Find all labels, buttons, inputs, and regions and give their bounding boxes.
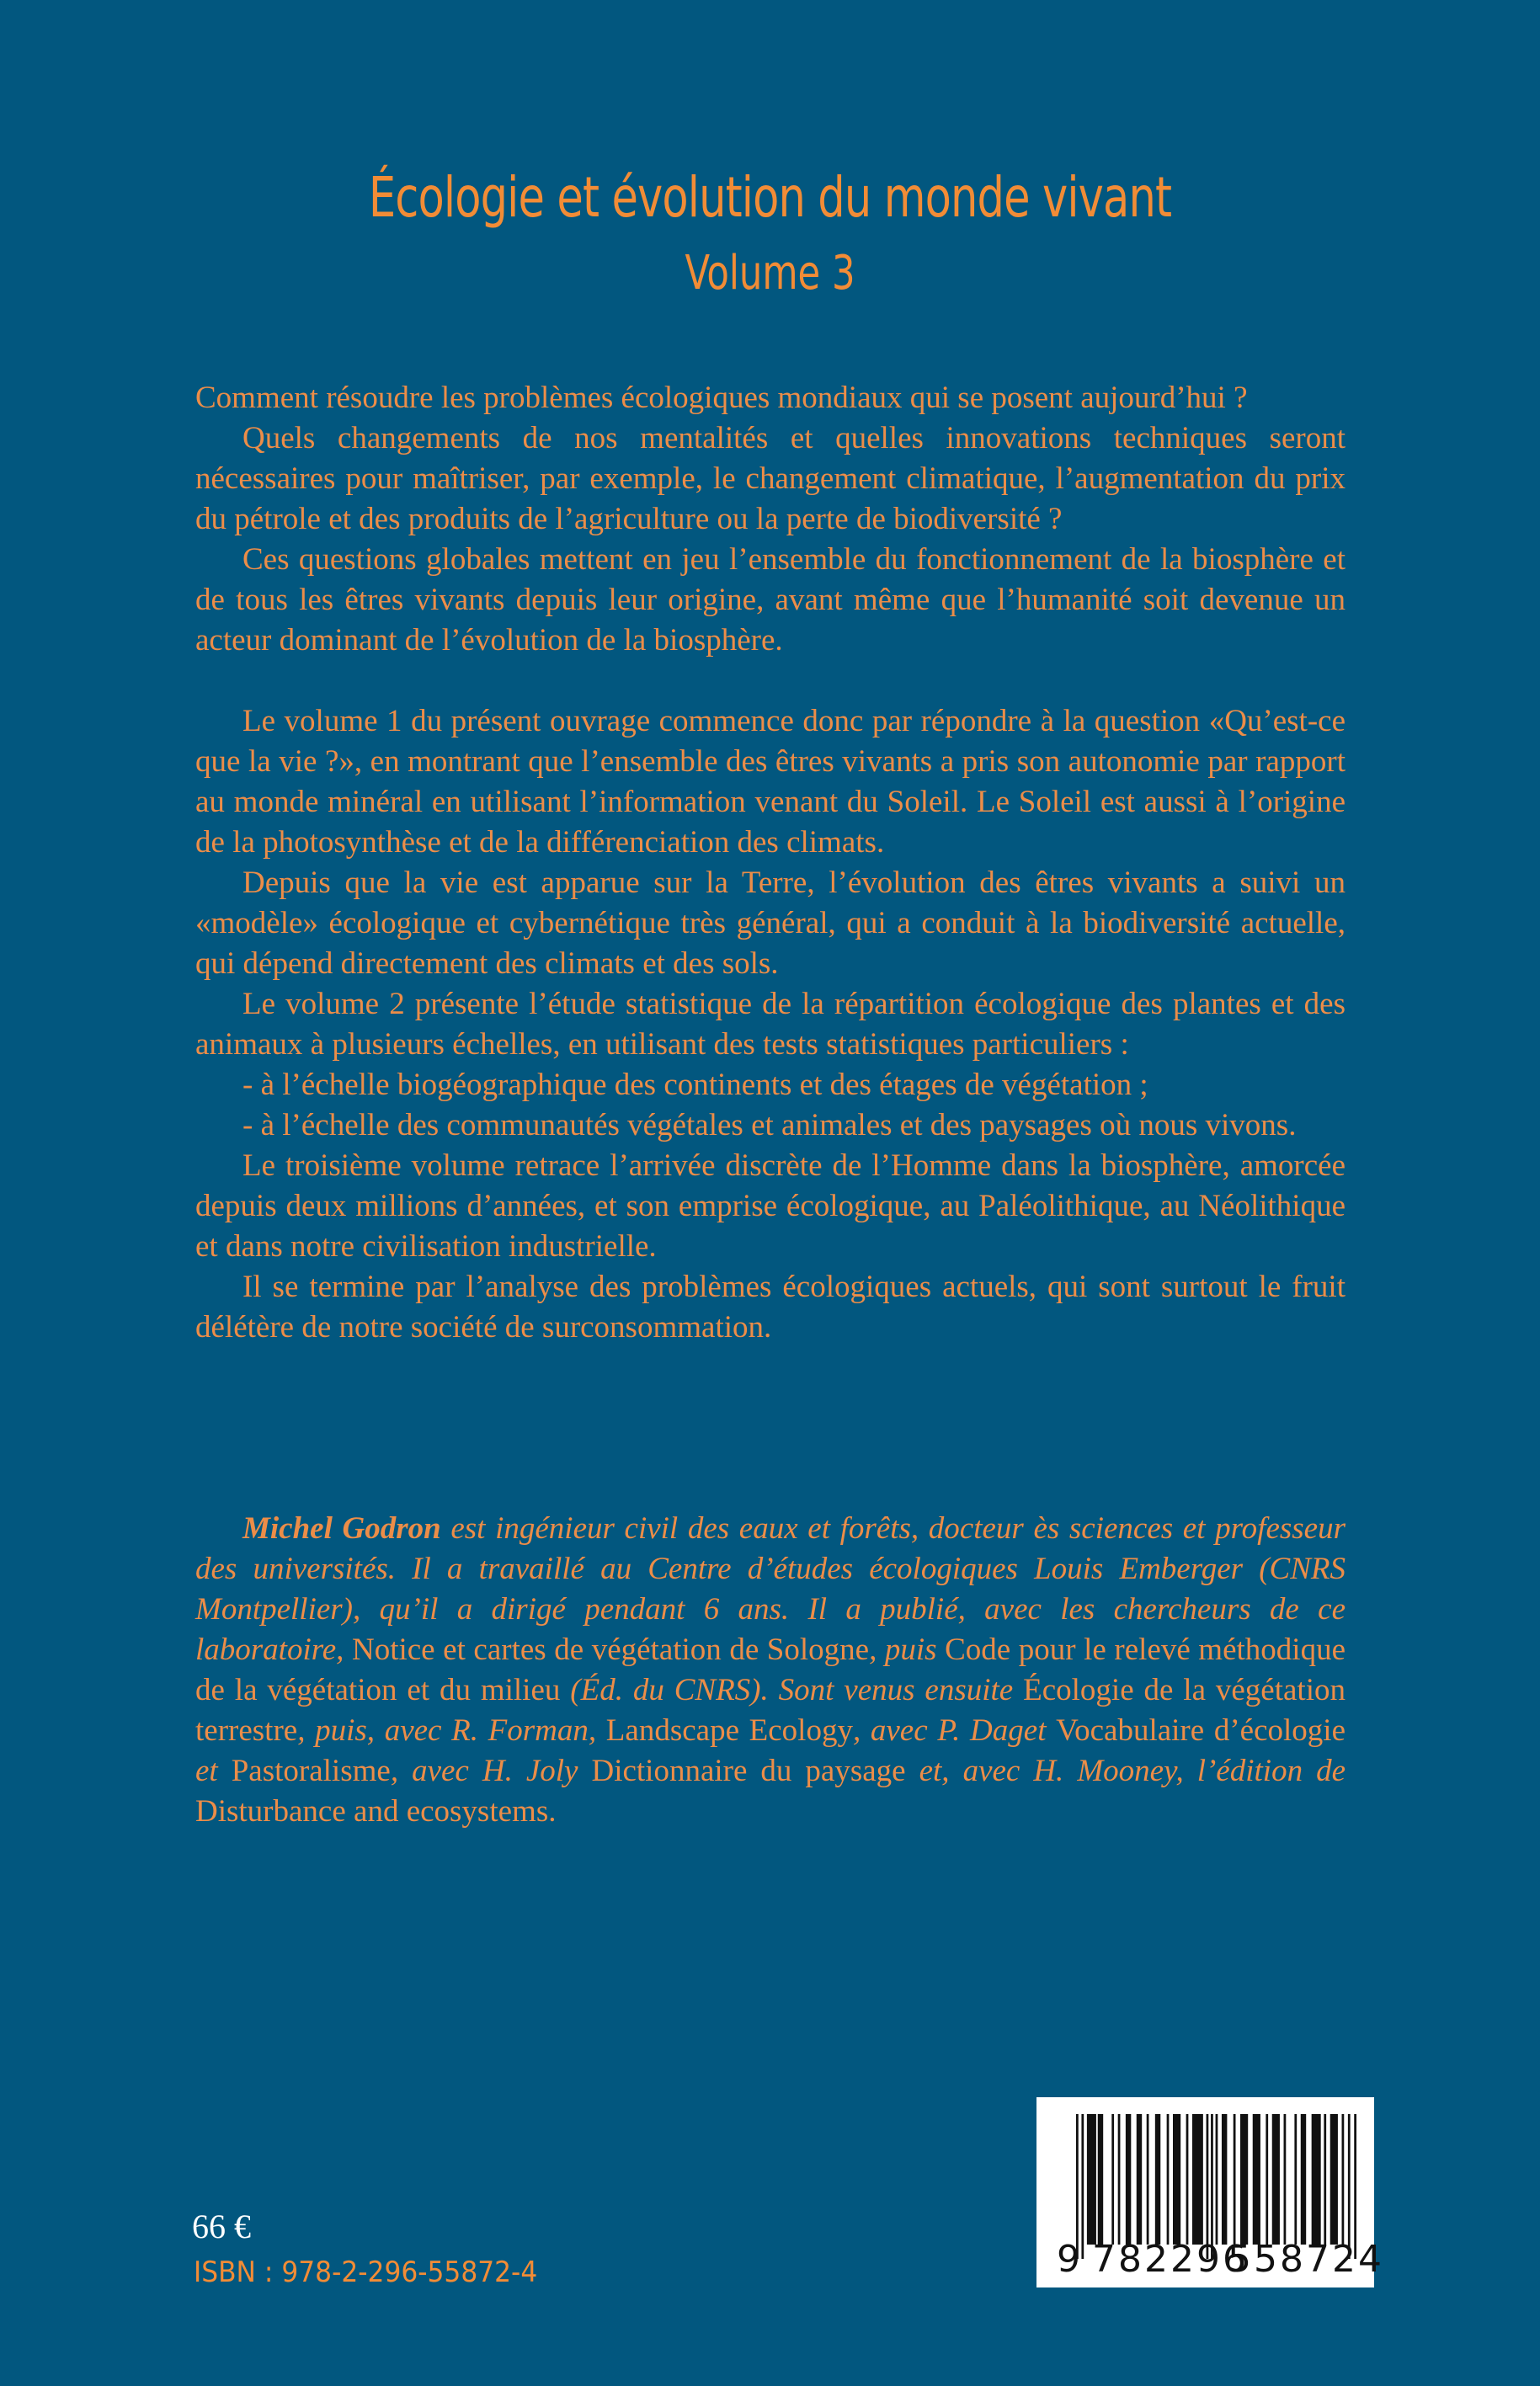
volume-subtitle: Volume 3	[685, 246, 855, 301]
bio-text: , avec H. Joly	[390, 1754, 592, 1788]
paragraph-volume-2: Le volume 2 présente l’étude statistique de la répartition écologique des plantes et des animaux à plusieurs échelles, en utilisant des tests statistiques particuliers :	[195, 987, 1346, 1062]
bio-text: (Éd. du CNRS). Sont venus ensuite	[560, 1673, 1024, 1707]
list-item: - à l’échelle des communautés végétales et animales et des paysages où nous vivons.	[242, 1108, 1297, 1142]
work-title: Code pour le relevé méthodique de la végétation et du milieu	[195, 1632, 1346, 1707]
bio-text: , puis	[869, 1632, 946, 1667]
bio-text: et, avec H. Mooney, l’édition de	[905, 1754, 1346, 1788]
work-title: Écologie de la végétation terrestre	[195, 1673, 1346, 1748]
bio-text: , avec P. Daget	[852, 1713, 1057, 1748]
barcode	[1036, 2097, 1384, 2287]
isbn: ISBN : 978-2-296-55872-4	[194, 2256, 538, 2289]
title-block	[0, 156, 1540, 307]
work-title: Dictionnaire du paysage	[591, 1754, 906, 1788]
bio-text: et	[195, 1754, 232, 1788]
paragraph-intro-question: Comment résoudre les problèmes écologiques mondiaux qui se posent aujourd’hui ?	[195, 381, 1248, 415]
blurb-text	[195, 378, 1346, 1348]
paragraph: Il se termine par l’analyse des problèmes écologiques actuels, qui sont surtout le fruit délétère de notre société de surconsommation.	[195, 1270, 1346, 1345]
work-title: Disturbance and ecosystems.	[195, 1794, 557, 1829]
book-title: Écologie et évolution du monde vivant	[368, 165, 1172, 230]
author-name: Michel Godron	[242, 1511, 441, 1546]
work-title: Pastoralisme	[231, 1754, 391, 1788]
work-title: Landscape Ecology	[605, 1713, 853, 1748]
list-item: - à l’échelle biogéographique des continents et des étages de végétation ;	[242, 1068, 1148, 1102]
barcode-right-digits: 558724	[1228, 2238, 1384, 2281]
paragraph: Quels changements de nos mentalités et quelles innovations techniques seront nécessaires pour maîtriser, par exemple, le changement climatique, l’augmentation du prix du pétrole et des produits de l’agriculture ou la perte de biodiversité ?	[195, 421, 1346, 536]
work-title: Notice et cartes de végétation de Sologne	[351, 1632, 870, 1667]
work-title: Vocabulaire d’écologie	[1056, 1713, 1346, 1748]
bio-text: , puis, avec R. Forman,	[297, 1713, 606, 1748]
author-bio	[195, 1509, 1346, 1832]
bio-text: est ingénieur civil des eaux et forêts, docteur ès sciences et professeur des universités. Il a travaillé au Centre d’études écologiques Louis Emberger (CNRS Montpellier), qu’il a dirigé pendant 6 ans. Il a publié, avec les chercheurs de ce laboratoire,	[195, 1511, 1346, 1667]
barcode-left-digits: 782296	[1092, 2238, 1249, 2281]
barcode-digits	[1057, 2238, 1384, 2281]
paragraph: Depuis que la vie est apparue sur la Terre, l’évolution des êtres vivants a suivi un «modèle» écologique et cybernétique très général, qui a conduit à la biodiversité actuelle, qui dépend directement des climats et des sols.	[195, 865, 1346, 981]
paragraph-volume-1: Le volume 1 du présent ouvrage commence donc par répondre à la question «Qu’est-ce que la vie ?», en montrant que l’ensemble des êtres vivants a pris son autonomie par rapport au monde minéral en utilisant l’information venant du Soleil. Le Soleil est aussi à l’origine de la photosynthèse et de la différenciation des climats.	[195, 704, 1346, 860]
paragraph: Ces questions globales mettent en jeu l’ensemble du fonctionnement de la biosphère et de tous les êtres vivants depuis leur origine, avant même que l’humanité soit devenue un acteur dominant de l’évolution de la biosphère.	[195, 542, 1346, 658]
paragraph-volume-3: Le troisième volume retrace l’arrivée discrète de l’Homme dans la biosphère, amorcée depuis deux millions d’années, et son emprise écologique, au Paléolithique, au Néolithique et dans notre civilisation industrielle.	[195, 1148, 1346, 1264]
price: 66 €	[192, 2208, 251, 2245]
barcode-first-digit: 9	[1057, 2238, 1080, 2281]
